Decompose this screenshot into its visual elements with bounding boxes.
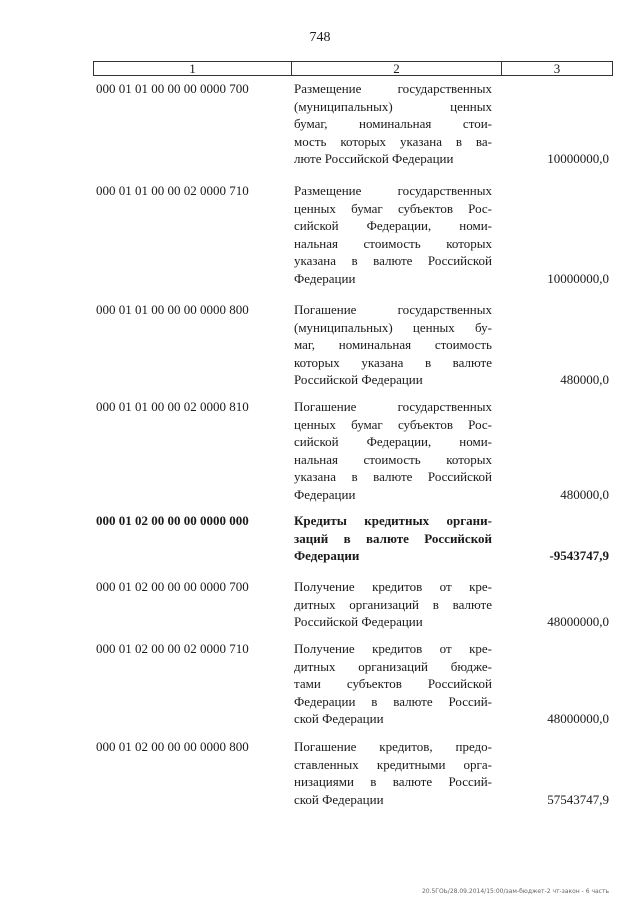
row-amount: 48000000,0 xyxy=(547,711,609,726)
footer-stamp: 20.5ГОЬ/28.09.2014/15:00/зам-бюджет-2 чт-закон - 6 часть xyxy=(421,888,609,895)
description-line: бумаг, номинальная стои- xyxy=(294,116,492,131)
description-line: Федерации xyxy=(294,548,360,563)
row-code: 000 01 01 00 00 00 0000 700 xyxy=(96,81,249,96)
description-line: низациями в валюте Россий- xyxy=(294,774,492,789)
table-header xyxy=(93,61,613,76)
row-amount: 57543747,9 xyxy=(547,791,609,807)
row-code: 000 01 01 00 00 02 0000 810 xyxy=(96,399,249,414)
description-line: нальная стоимость которых xyxy=(294,451,492,467)
description-line: маг, номинальная стоимость xyxy=(294,337,492,352)
row-description xyxy=(294,301,492,389)
row-amount: 48000000,0 xyxy=(547,614,609,629)
description-line: Кредиты кредитных органи- xyxy=(294,513,492,528)
description-line: Погашение государственных xyxy=(294,399,492,414)
description-line: указана в валюте Российской xyxy=(294,469,492,484)
header-col-2: 2 xyxy=(292,62,502,75)
row-amount: 10000000,0 xyxy=(547,270,609,286)
row-amount: 10000000,0 xyxy=(547,151,609,166)
description-line: (муниципальных) ценных бу- xyxy=(294,319,492,335)
description-line: Федерации xyxy=(294,270,356,286)
row-description xyxy=(294,738,492,808)
description-line: Погашение государственных xyxy=(294,302,492,317)
description-line: дитных организаций в валюте xyxy=(294,596,492,612)
description-line: ской Федерации xyxy=(294,791,384,807)
description-line: ценных бумаг субъектов Рос- xyxy=(294,416,492,432)
row-description xyxy=(294,398,492,503)
row-amount: 480000,0 xyxy=(560,486,609,502)
description-line: ставленных кредитными орга- xyxy=(294,756,492,772)
description-line: Российской Федерации xyxy=(294,614,423,629)
description-line: указана в валюте Российской xyxy=(294,253,492,268)
description-line: Размещение государственных xyxy=(294,183,492,198)
description-line: Получение кредитов от кре- xyxy=(294,641,492,656)
row-code: 000 01 02 00 00 00 0000 800 xyxy=(96,739,249,754)
description-line: ценных бумаг субъектов Рос- xyxy=(294,200,492,216)
row-code: 000 01 02 00 00 00 0000 700 xyxy=(96,579,249,594)
row-code: 000 01 02 00 00 02 0000 710 xyxy=(96,641,249,656)
description-line: Российской Федерации xyxy=(294,372,423,387)
row-code: 000 01 01 00 00 00 0000 800 xyxy=(96,302,249,317)
row-code: 000 01 01 00 00 02 0000 710 xyxy=(96,183,249,198)
description-line: (муниципальных) ценных xyxy=(294,98,492,114)
row-description xyxy=(294,512,492,565)
description-line: сийской Федерации, номи- xyxy=(294,218,492,233)
description-line: Размещение государственных xyxy=(294,81,492,96)
description-line: которых указана в валюте xyxy=(294,354,492,370)
description-line: Федерации в валюте Россий- xyxy=(294,693,492,709)
description-line: Федерации xyxy=(294,486,356,502)
row-code: 000 01 02 00 00 00 0000 000 xyxy=(96,513,249,528)
description-line: дитных организаций бюдже- xyxy=(294,658,492,674)
page-number: 748 xyxy=(309,30,331,45)
row-amount: -9543747,9 xyxy=(549,548,609,563)
header-col-1: 1 xyxy=(94,62,292,75)
description-line: Погашение кредитов, предо- xyxy=(294,739,492,754)
row-amount: 480000,0 xyxy=(560,372,609,387)
description-line: тами субъектов Российской xyxy=(294,676,492,691)
description-line: ской Федерации xyxy=(294,711,384,726)
description-line: сийской Федерации, номи- xyxy=(294,434,492,449)
description-line: нальная стоимость которых xyxy=(294,235,492,251)
description-line: заций в валюте Российской xyxy=(294,530,492,546)
description-line: мость которых указана в ва- xyxy=(294,133,492,149)
row-description xyxy=(294,640,492,728)
row-description xyxy=(294,182,492,287)
row-description xyxy=(294,80,492,168)
header-col-3: 3 xyxy=(553,61,561,76)
row-description xyxy=(294,578,492,631)
description-line: люте Российской Федерации xyxy=(294,151,454,166)
description-line: Получение кредитов от кре- xyxy=(294,579,492,594)
